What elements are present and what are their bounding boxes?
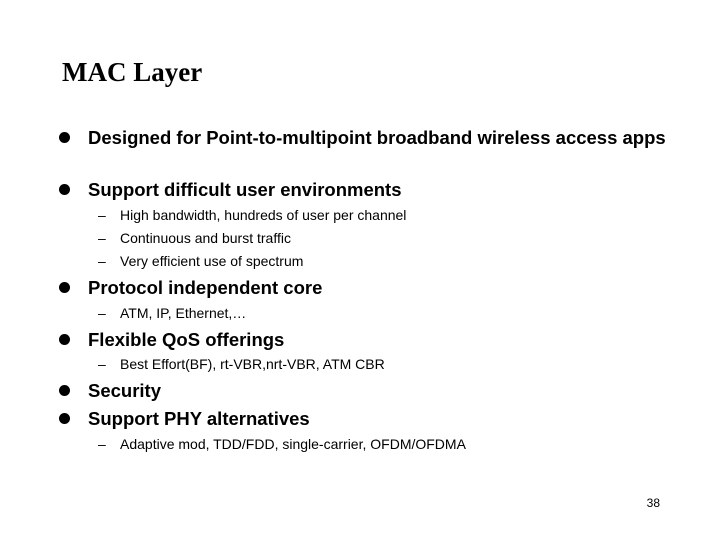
sub-bullet-item — [98, 227, 680, 250]
slide-title: MAC Layer — [62, 57, 203, 87]
bullet-dot-icon — [59, 132, 70, 143]
bullet-item — [88, 376, 688, 406]
sub-bullet-text: Best Effort(BF), rt-VBR,nrt-VBR, ATM CBR — [120, 356, 385, 372]
bullet-text: Protocol independent core — [88, 277, 323, 298]
bullet-item — [88, 175, 688, 205]
dash-icon: – — [98, 207, 106, 223]
bullet-text: Flexible QoS offerings — [88, 329, 285, 350]
bullet-item — [88, 325, 688, 355]
bullet-item — [88, 404, 688, 434]
bullet-dot-icon — [59, 282, 70, 293]
bullet-item — [88, 273, 688, 303]
sub-bullet-text: Continuous and burst traffic — [120, 230, 291, 246]
sub-bullet-text: Very efficient use of spectrum — [120, 253, 304, 269]
sub-bullet-text: Adaptive mod, TDD/FDD, single-carrier, OFDM/OFDMA — [120, 436, 466, 452]
dash-icon: – — [98, 436, 106, 452]
bullet-dot-icon — [59, 334, 70, 345]
bullet-dot-icon — [59, 385, 70, 396]
bullet-dot-icon — [59, 413, 70, 424]
bullet-text: Designed for Point-to-multipoint broadband wireless access apps — [88, 127, 666, 148]
sub-bullet-item — [98, 204, 680, 227]
sub-bullet-item — [98, 302, 680, 325]
bullet-dot-icon — [59, 184, 70, 195]
sub-bullet-text: ATM, IP, Ethernet,… — [120, 305, 247, 321]
bullet-item — [88, 123, 688, 153]
dash-icon: – — [98, 230, 106, 246]
dash-icon: – — [98, 305, 106, 321]
sub-bullet-text: High bandwidth, hundreds of user per channel — [120, 207, 407, 223]
page-number: 38 — [646, 496, 660, 510]
dash-icon: – — [98, 356, 106, 372]
sub-bullet-item — [98, 250, 680, 273]
bullet-text: Support difficult user environments — [88, 179, 402, 200]
dash-icon: – — [98, 253, 106, 269]
sub-bullet-item — [98, 433, 680, 456]
bullet-text: Security — [88, 380, 162, 401]
sub-bullet-item — [98, 353, 680, 376]
bullet-text: Support PHY alternatives — [88, 408, 310, 429]
